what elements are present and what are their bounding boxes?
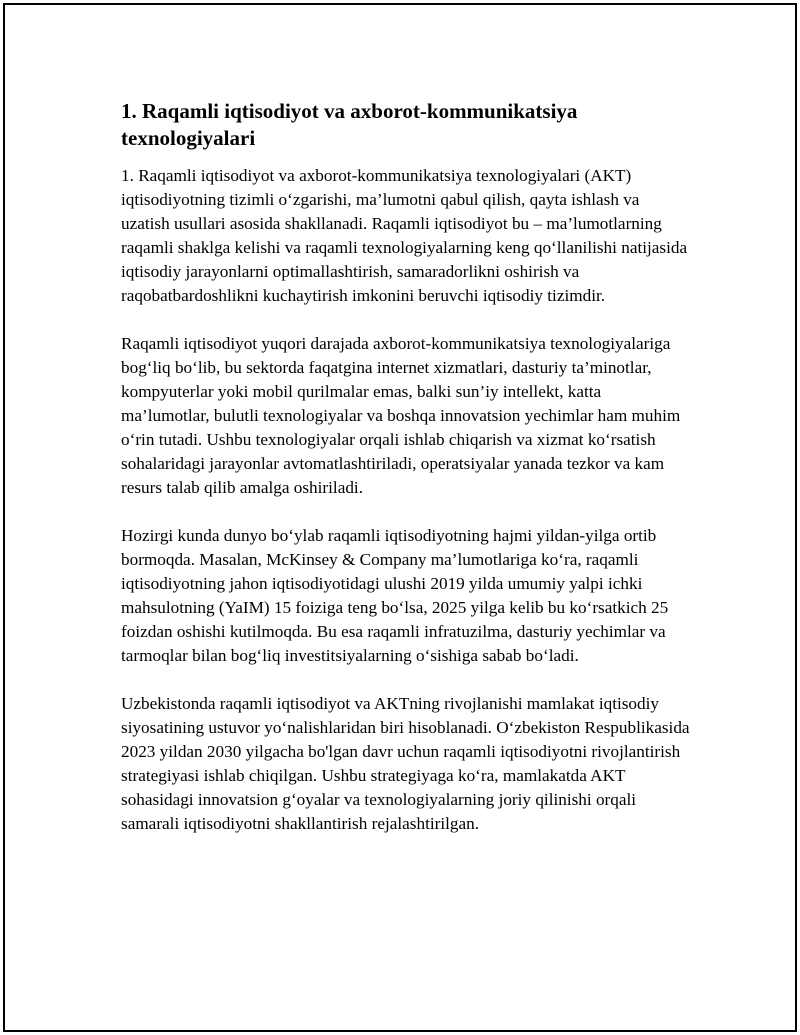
paragraph-4: Uzbekistonda raqamli iqtisodiyot va AKTning rivojlanishi mamlakat iqtisodiy siyosatining ustuvor yo‘nalishlaridan biri hisoblanadi. O‘zbekiston Respublikasida 2023 yildan 2030 yilgacha bo'lgan davr uchun raqamli iqtisodiyotni rivojlantirish strategiyasi ishlab chiqilgan. Ushbu strategiyaga ko‘ra, mamlakatda AKT sohasidagi innovatsion g‘oyalar va texnologiyalarning joriy qilinishi orqali samarali iqtisodiyotni shakllantirish rejalashtirilgan. [121,694,690,833]
page-frame [3,3,797,1032]
section-heading: 1. Raqamli iqtisodiyot va axborot-kommunikatsiya texnologiyalari [121,99,578,150]
paragraph-1: 1. Raqamli iqtisodiyot va axborot-kommunikatsiya texnologiyalari (AKT) iqtisodiyotning tizimli o‘zgarishi, ma’lumotni qabul qilish, qayta ishlash va uzatish usullari asosida shakllanadi. Raqamli iqtisodiyot bu – ma’lumotlarning raqamli shaklga kelishi va raqamli texnologiyalarning keng qo‘llanilishi natijasida iqtisodiy jarayonlarni optimallashtirish, samaradorlikni oshirish va raqobatbardoshlikni kuchaytirish imkonini beruvchi iqtisodiy tizimdir. [121,166,688,305]
document-body [121,98,691,860]
paragraph-3: Hozirgi kunda dunyo bo‘ylab raqamli iqtisodiyotning hajmi yildan-yilga ortib bormoqda. Masalan, McKinsey & Company ma’lumotlariga ko‘ra, raqamli iqtisodiyotning jahon iqtisodiyotidagi ulushi 2019 yilda umumiy yalpi ichki mahsulotning (YaIM) 15 foiziga teng bo‘lsa, 2025 yilga kelib bu ko‘rsatkich 25 foizdan oshishi kutilmoqda. Bu esa raqamli infratuzilma, dasturiy yechimlar va tarmoqlar bilan bog‘liq investitsiyalarning o‘sishiga sabab bo‘ladi. [121,526,669,665]
paragraph-2: Raqamli iqtisodiyot yuqori darajada axborot-kommunikatsiya texnologiyalariga bog‘liq bo‘lib, bu sektorda faqatgina internet xizmatlari, dasturiy ta’minotlar, kompyuterlar yoki mobil qurilmalar emas, balki sun’iy intellekt, katta ma’lumotlar, bulutli texnologiyalar va boshqa innovatsion yechimlar ham muhim o‘rin tutadi. Ushbu texnologiyalar orqali ishlab chiqarish va xizmat ko‘rsatish sohalaridagi jarayonlar avtomatlashtiriladi, operatsiyalar yanada tezkor va kam resurs talab qilib amalga oshiriladi. [121,334,681,497]
